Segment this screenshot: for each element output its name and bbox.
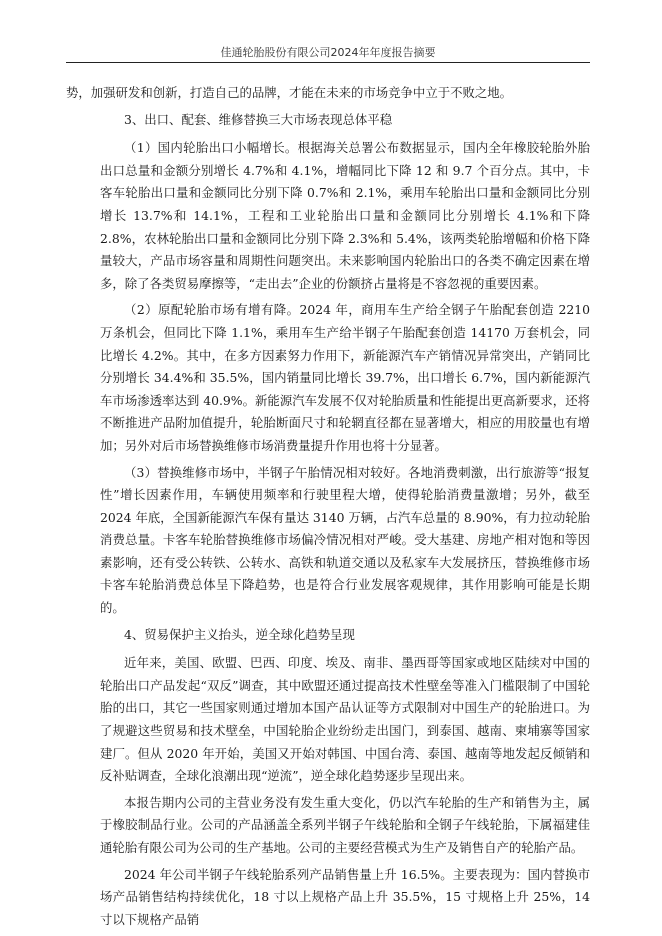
section-heading-4: 4、贸易保护主义抬头，逆全球化趋势呈现	[124, 626, 355, 642]
paragraph-continuation: 势，加强研发和创新，打造自己的品牌，才能在未来的市场竞争中立于不败之地。	[66, 85, 513, 100]
paragraph-trade-protection: 近年来，美国、欧盟、巴西、印度、埃及、南非、墨西哥等国家或地区陆续对中国的轮胎出口产品发起“双反”调查，其中欧盟还通过提高技术性壁垒等准入门槛限制了中国轮胎的出口，其它一些国家则通过增加本国产品认证等方式限制对中国生产的轮胎进口。为了规避这些贸易和技术壁垒，中国轮胎企业纷纷走出国门，到泰国、越南、柬埔寨等国家建厂。但从 2020 年开始，美国又开始对韩国、中国台湾、泰国、越南等地发起反倾销和反补贴调查，全球化浪潮出现“逆流”，逆全球化趋势逐步呈现出来。	[100, 655, 590, 784]
document-body	[66, 82, 590, 935]
paragraph-replacement: （3）替换维修市场中，半钢子午胎情况相对较好。各地消费刺激，出行旅游等“报复性”增长因素作用，车辆使用频率和行驶里程大增，使得轮胎消费量激增；另外，截至 2024 年底，全国新能源汽车保有量达 3140 万辆，占汽车总量的 8.90%，有力拉动轮胎消费总量。卡客车轮胎替换维修市场偏冷情况相对严峻。受大基建、房地产相对饱和等因素影响，还有受公转铁、公转水、高铁和轨道交通以及私家车大发展挤压，替换维修市场卡客车轮胎消费总体呈下降趋势，也是符合行业发展客观规律，其作用影响可能是长期的。	[100, 464, 590, 616]
header-divider	[66, 62, 590, 63]
paragraph-main-business: 本报告期内公司的主营业务没有发生重大变化，仍以汽车轮胎的生产和销售为主，属于橡胶制品行业。公司的产品涵盖全系列半钢子午线轮胎和全钢子午线轮胎，下属福建佳通轮胎有限公司为公司的生产基地。公司的主要经营模式为生产及销售自产的轮胎产品。	[100, 794, 590, 855]
paragraph-sales-2024: 2024 年公司半钢子午线轮胎系列产品销售量上升 16.5%。主要表现为：国内替换市场产品销售结构持续优化，18 寸以上规格产品上升 35.5%，15 寸规格上升 25%，14 寸以下规格产品销	[100, 866, 590, 927]
page-header: 佳通轮胎股份有限公司2024年年度报告摘要	[220, 46, 436, 59]
paragraph-oem: （2）原配轮胎市场有增有降。2024 年，商用车生产给全钢子午胎配套创造 2210 万条机会，但同比下降 1.1%，乘用车生产给半钢子午胎配套创造 14170 万套机会，同比增长 4.2%。其中，在多方因素努力作用下，新能源汽车产销情况异常突出，产销同比分别增长 34.4%和 35.5%，国内销量同比增长 39.7%，出口增长 6.7%，国内新能源汽车市场渗透率达到 40.9%。新能源汽车发展不仅对轮胎质量和性能提出更高新要求，还将不断推进产品附加值提升，轮胎断面尺寸和轮辋直径都在显著增大，相应的用胶量也有增加；另外对后市场替换维修市场消费量提升作用也将十分显著。	[100, 302, 590, 453]
section-heading-3: 3、出口、配套、维修替换三大市场表现总体平稳	[124, 111, 393, 127]
paragraph-export: （1）国内轮胎出口小幅增长。根据海关总署公布数据显示，国内全年橡胶轮胎外胎出口总量和金额分别增长 4.7%和 4.1%，增幅同比下降 12 和 9.7 个百分点。其中，卡客车轮胎出口量和金额同比分别下降 0.7%和 2.1%，乘用车轮胎出口量和金额同比分别增长 13.7%和 14.1%，工程和工业轮胎出口量和金额同比分别增长 4.1%和下降 2.8%，农林轮胎出口量和金额同比分别下降 2.3%和 5.4%，该两类轮胎增幅和价格下降量较大，产品市场容量和周期性问题突出。未来影响国内轮胎出口的各类不确定因素在增多，除了各类贸易摩擦等，“走出去”企业的份额挤占量将是不容忽视的重要因素。	[100, 140, 590, 291]
